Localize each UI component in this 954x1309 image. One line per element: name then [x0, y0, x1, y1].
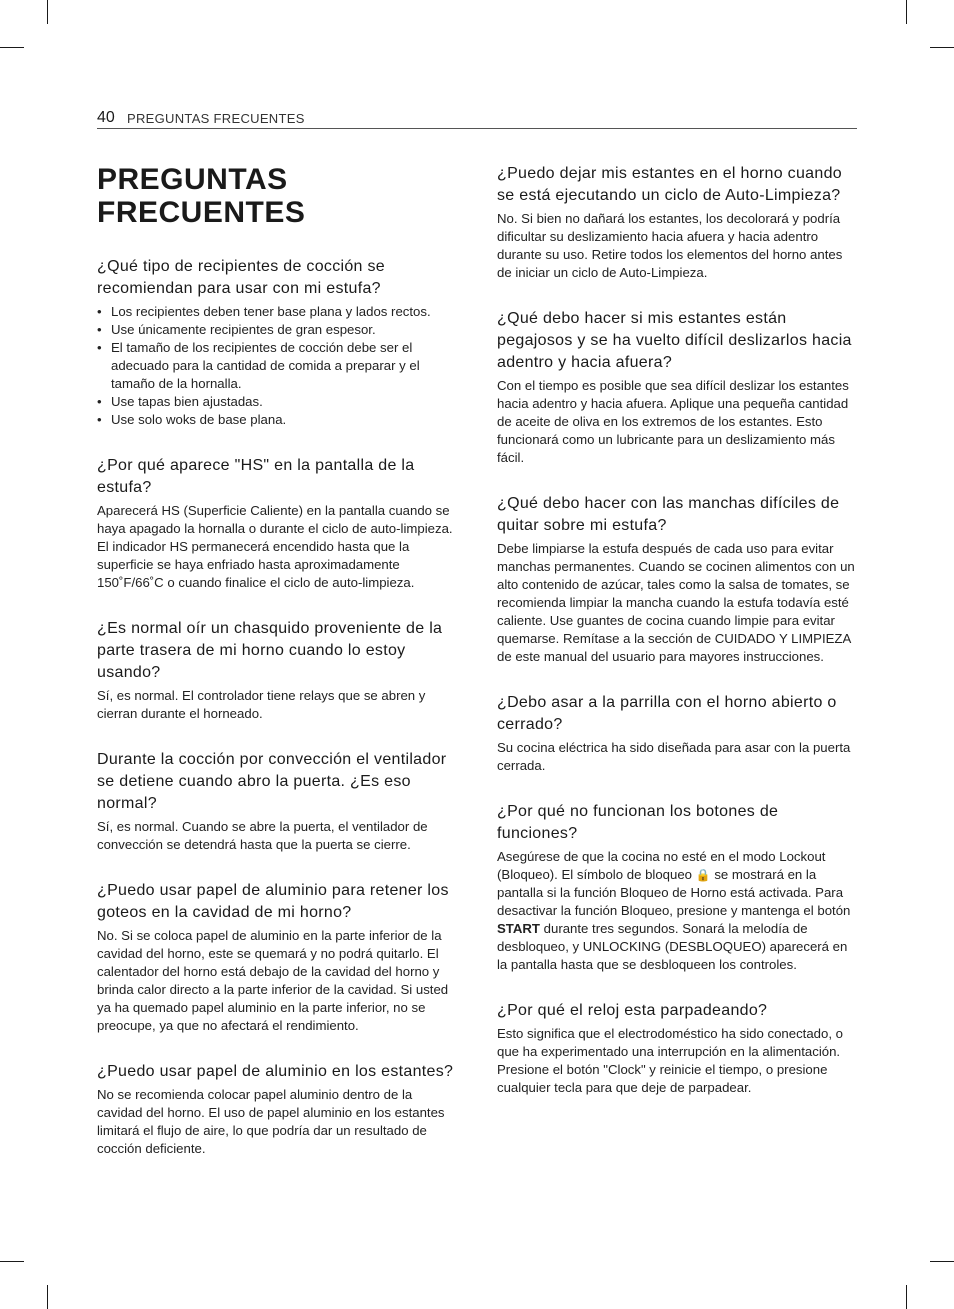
crop-mark [0, 1261, 24, 1262]
answer-text: se mostrará en la pantalla si la función Bloqueo de Horno está activada. Para desactivar la función Bloqueo, presione y mantenga el botón [497, 867, 851, 918]
page-title-line1: PREGUNTAS [97, 163, 288, 196]
question-foil-bottom: ¿Puedo usar papel de aluminio para retener los goteos en la cavidad de mi horno? [97, 882, 449, 921]
lock-icon: 🔒 [695, 868, 711, 882]
answer-text: Asegúrese de que la cocina no esté en el modo Lockout (Bloqueo). El símbolo de bloqueo [497, 849, 826, 882]
answer-clicking-sound: Sí, es normal. El controlador tiene relays que se abren y cierran durante el horneado. [97, 688, 426, 721]
list-item: • Use solo woks de base plana. [97, 411, 459, 429]
answer-racks-self-clean: No. Si bien no dañará los estantes, los decolorará y podría dificultar su deslizamiento hacia afuera y hacia adentro durante su uso. Retire todos los elementos del horno antes de iniciar un ciclo de Auto-Limpieza. [497, 211, 843, 280]
question-racks-self-clean: ¿Puedo dejar mis estantes en el horno cuando se está ejecutando un ciclo de Auto-Limpieza? [497, 165, 842, 204]
answer-foil-racks: No se recomienda colocar papel aluminio dentro de la cavidad del horno. El uso de papel aluminio en los estantes limitará el flujo de aire, lo que podría dar un resultado de cocción deficiente. [97, 1087, 445, 1156]
page-number: 40 [97, 109, 115, 126]
cookware-bullet-list [97, 303, 459, 429]
question-clicking-sound: ¿Es normal oír un chasquido proveniente de la parte trasera de mi horno cuando lo estoy usando? [97, 620, 443, 681]
answer-broil-door: Su cocina eléctrica ha sido diseñada para asar con la puerta cerrada. [497, 740, 851, 773]
crop-mark [930, 1261, 954, 1262]
question-tough-stains: ¿Qué debo hacer con las manchas difíciles de quitar sobre mi estufa? [497, 495, 840, 534]
question-foil-racks: ¿Puedo usar papel de aluminio en los estantes? [97, 1063, 454, 1080]
list-item: • El tamaño de los recipientes de cocción debe ser el adecuado para la cantidad de comida a preparar y el tamaño de la hornalla. [97, 339, 459, 393]
start-button-label: START [497, 921, 540, 936]
answer-text: durante tres segundos. Sonará la melodía de desbloqueo, y UNLOCKING (DESBLOQUEO) aparecerá en la pantalla hasta que se desbloqueen los controles. [497, 921, 848, 972]
crop-mark [906, 1285, 907, 1309]
answer-clock-blinking: Esto significa que el electrodoméstico ha sido conectado, o que ha experimentado una interrupción en la alimentación. Presione el botón "Clock" y reinicie el tiempo, o presione cualquier tecla para que deje de parpadear. [497, 1026, 844, 1095]
list-item: • Use únicamente recipientes de gran espesor. [97, 321, 459, 339]
question-broil-door: ¿Debo asar a la parrilla con el horno abierto o cerrado? [497, 694, 837, 733]
crop-mark [930, 47, 954, 48]
list-item: • Use tapas bien ajustadas. [97, 393, 459, 411]
question-buttons-not-working: ¿Por qué no funcionan los botones de funciones? [497, 803, 779, 842]
answer-convection-fan: Sí, es normal. Cuando se abre la puerta, el ventilador de convección se detendrá hasta que la puerta se cierre. [97, 819, 428, 852]
question-sticky-racks: ¿Qué debo hacer si mis estantes están pegajosos y se ha vuelto difícil deslizarlos hacia adentro y hacia afuera? [497, 310, 852, 371]
page-header [97, 108, 857, 129]
answer-hs-display: Aparecerá HS (Superficie Caliente) en la pantalla cuando se haya apagado la hornalla o durante el ciclo de auto-limpieza. El indicador HS permanecerá encendido hasta que la superficie se haya enfriado hasta aproximadamente 150˚F/66˚C o cuando finalice el ciclo de auto-limpieza. [97, 503, 453, 590]
question-clock-blinking: ¿Por qué el reloj esta parpadeando? [497, 1002, 768, 1019]
answer-buttons-not-working [497, 848, 859, 974]
question-cookware: ¿Qué tipo de recipientes de cocción se recomiendan para usar con mi estufa? [97, 258, 386, 297]
page-title-line2: FRECUENTES [97, 196, 306, 229]
left-column [97, 163, 459, 1184]
list-item: • Los recipientes deben tener base plana y lados rectos. [97, 303, 459, 321]
crop-mark [0, 47, 24, 48]
question-convection-fan: Durante la cocción por convección el ventilador se detiene cuando abro la puerta. ¿Es eso normal? [97, 751, 447, 812]
header-section-title: PREGUNTAS FRECUENTES [127, 111, 305, 126]
answer-sticky-racks: Con el tiempo es posible que sea difícil deslizar los estantes hacia adentro y hacia afuera. Aplique una pequeña cantidad de aceite de oliva en los extremos de los estantes. Esto funcionará como un lubricante para un deslizamiento más fácil. [497, 378, 849, 465]
question-hs-display: ¿Por qué aparece "HS" en la pantalla de la estufa? [97, 457, 415, 496]
page-title [97, 163, 459, 229]
answer-tough-stains: Debe limpiarse la estufa después de cada uso para evitar manchas permanentes. Cuando se cocinen alimentos con un alto contenido de azúcar, tales como la salsa de tomates, se recomienda limpiar la mancha cuando la estufa todavía esté caliente. Use guantes de cocina cuando limpie para evitar quemarse. Remítase a la sección de CUIDADO Y LIMPIEZA de este manual del usuario para mayores instrucciones. [497, 541, 855, 664]
right-column [497, 163, 859, 1123]
crop-mark [47, 1285, 48, 1309]
crop-mark [906, 0, 907, 24]
crop-mark [47, 0, 48, 24]
answer-foil-bottom: No. Si se coloca papel de aluminio en la parte inferior de la cavidad del horno, este se quemará y no podrá quitarlo. El calentador del horno está debajo de la cavidad del horno y brinda calor directo a la parte inferior de la cavidad. Si usted ya ha quemado papel aluminio en la parte inferior, no se preocupe, ya que no afectará el rendimiento. [97, 928, 449, 1033]
